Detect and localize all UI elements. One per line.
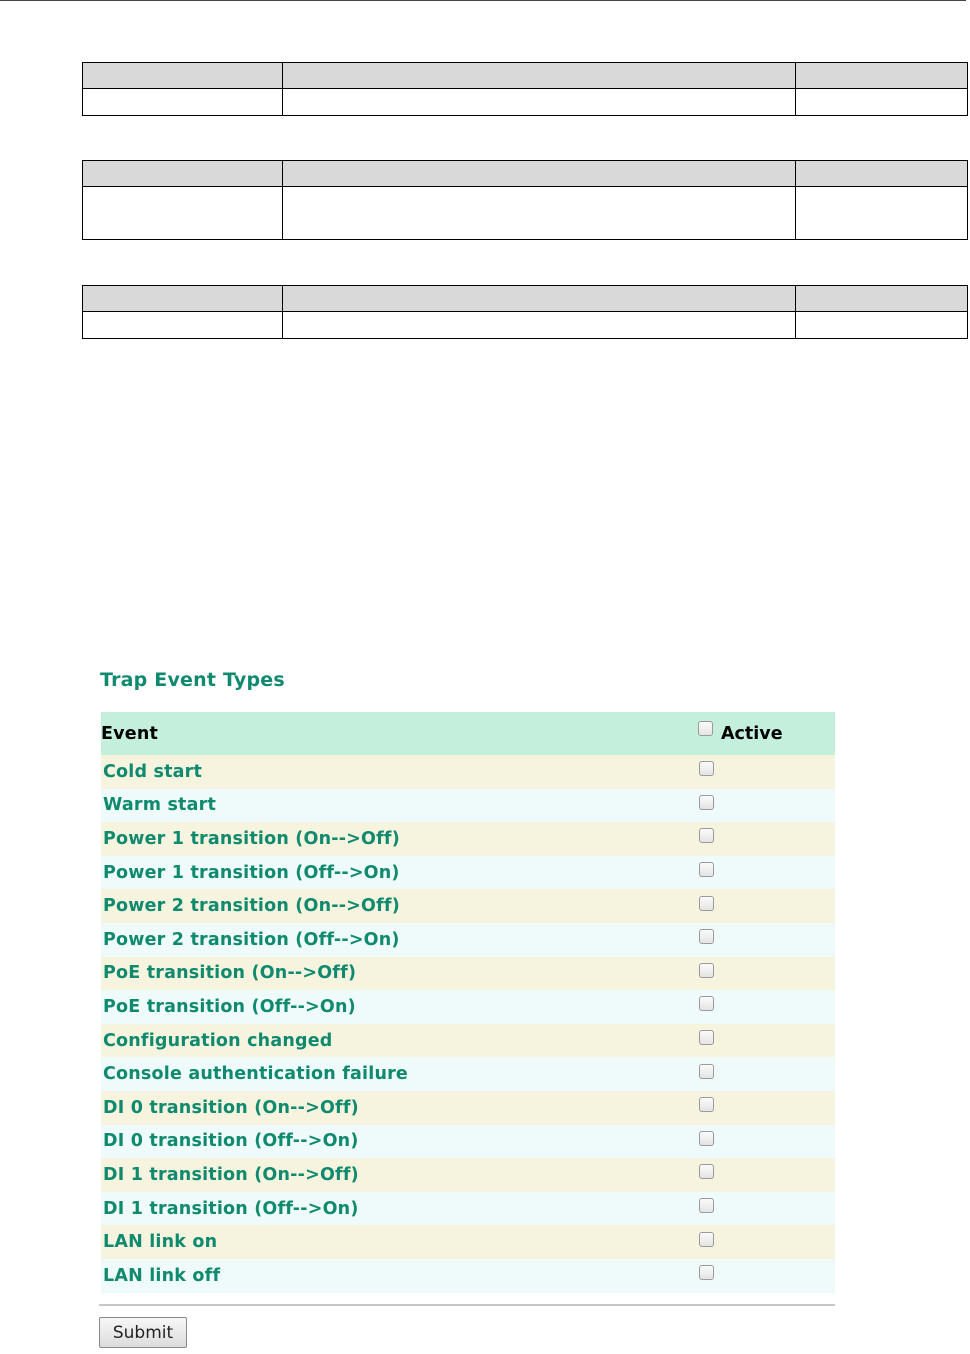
event-label: Power 1 transition (Off-->On) — [103, 862, 400, 883]
table-row — [101, 957, 835, 991]
table-row — [101, 1091, 835, 1125]
table-header-cell — [283, 63, 796, 89]
active-cell — [693, 856, 835, 890]
table-cell — [283, 187, 796, 240]
event-label: DI 0 transition (Off-->On) — [103, 1131, 359, 1152]
table-cell — [796, 312, 968, 339]
event-label: Console authentication failure — [103, 1064, 409, 1085]
active-cell — [693, 1225, 835, 1259]
table-header-cell — [796, 286, 968, 312]
table-header-cell — [796, 161, 968, 187]
table-row — [101, 1259, 835, 1293]
table-row — [101, 889, 835, 923]
event-label: Power 1 transition (On-->Off) — [103, 828, 400, 849]
event-label: PoE transition (Off-->On) — [103, 996, 356, 1017]
active-checkbox[interactable] — [699, 1198, 714, 1213]
table-row — [101, 789, 835, 823]
event-label: Power 2 transition (On-->Off) — [103, 896, 400, 917]
active-checkbox[interactable] — [699, 1030, 714, 1045]
active-cell — [693, 1091, 835, 1125]
event-label: Configuration changed — [103, 1030, 333, 1051]
event-label: Warm start — [103, 795, 217, 816]
spec-table-3 — [82, 285, 968, 339]
table-row — [101, 1158, 835, 1192]
active-column-label: Active — [721, 723, 783, 744]
active-checkbox[interactable] — [699, 1265, 714, 1280]
table-header-cell — [83, 161, 283, 187]
event-label: LAN link on — [103, 1232, 218, 1253]
table-row — [101, 755, 835, 789]
active-cell — [693, 1158, 835, 1192]
active-checkbox[interactable] — [699, 761, 714, 776]
table-row — [101, 1192, 835, 1226]
event-label: PoE transition (On-->Off) — [103, 963, 357, 984]
table-bottom-rule — [99, 1304, 835, 1306]
table-row — [101, 1125, 835, 1159]
table-row — [101, 822, 835, 856]
active-cell — [693, 957, 835, 991]
active-checkbox[interactable] — [699, 1164, 714, 1179]
active-cell — [693, 822, 835, 856]
page-top-rule — [0, 0, 966, 1]
table-header-cell — [83, 63, 283, 89]
table-row — [101, 990, 835, 1024]
event-label: DI 1 transition (On-->Off) — [103, 1164, 359, 1185]
event-label: Cold start — [103, 761, 203, 782]
active-checkbox[interactable] — [699, 795, 714, 810]
active-cell — [693, 1057, 835, 1091]
active-checkbox[interactable] — [699, 1097, 714, 1112]
table-row — [101, 1024, 835, 1058]
active-column-header — [692, 712, 834, 755]
table-header-cell — [283, 161, 796, 187]
active-checkbox[interactable] — [699, 862, 714, 877]
active-checkbox[interactable] — [699, 996, 714, 1011]
table-cell — [283, 89, 796, 116]
active-checkbox[interactable] — [699, 1131, 714, 1146]
event-label: Power 2 transition (Off-->On) — [103, 929, 400, 950]
table-cell — [283, 312, 796, 339]
active-cell — [693, 990, 835, 1024]
table-row — [101, 1057, 835, 1091]
active-cell — [693, 1192, 835, 1226]
table-header-cell — [283, 286, 796, 312]
event-label: DI 1 transition (Off-->On) — [103, 1198, 359, 1219]
active-cell — [693, 789, 835, 823]
active-cell — [693, 1125, 835, 1159]
active-checkbox[interactable] — [699, 828, 714, 843]
panel-title: Trap Event Types — [100, 669, 285, 691]
table-cell — [83, 89, 283, 116]
trap-event-table — [101, 712, 835, 1293]
active-checkbox[interactable] — [699, 1232, 714, 1247]
active-cell — [693, 1024, 835, 1058]
select-all-checkbox[interactable] — [698, 721, 713, 736]
table-cell — [796, 89, 968, 116]
active-checkbox[interactable] — [699, 896, 714, 911]
table-cell — [796, 187, 968, 240]
submit-button[interactable]: Submit — [99, 1317, 187, 1348]
active-cell — [693, 923, 835, 957]
active-cell — [693, 889, 835, 923]
table-cell — [83, 312, 283, 339]
active-cell — [693, 1259, 835, 1293]
table-cell — [83, 187, 283, 240]
table-row — [101, 923, 835, 957]
table-header-cell — [796, 63, 968, 89]
spec-table-1 — [82, 62, 968, 116]
active-checkbox[interactable] — [699, 929, 714, 944]
event-label: LAN link off — [103, 1265, 221, 1286]
table-header-row — [101, 712, 835, 755]
table-header-cell — [83, 286, 283, 312]
active-cell — [693, 755, 835, 789]
active-checkbox[interactable] — [699, 963, 714, 978]
table-row — [101, 1225, 835, 1259]
active-checkbox[interactable] — [699, 1064, 714, 1079]
spec-table-2 — [82, 160, 968, 240]
table-row — [101, 856, 835, 890]
event-label: DI 0 transition (On-->Off) — [103, 1097, 359, 1118]
event-column-header: Event — [101, 723, 159, 744]
